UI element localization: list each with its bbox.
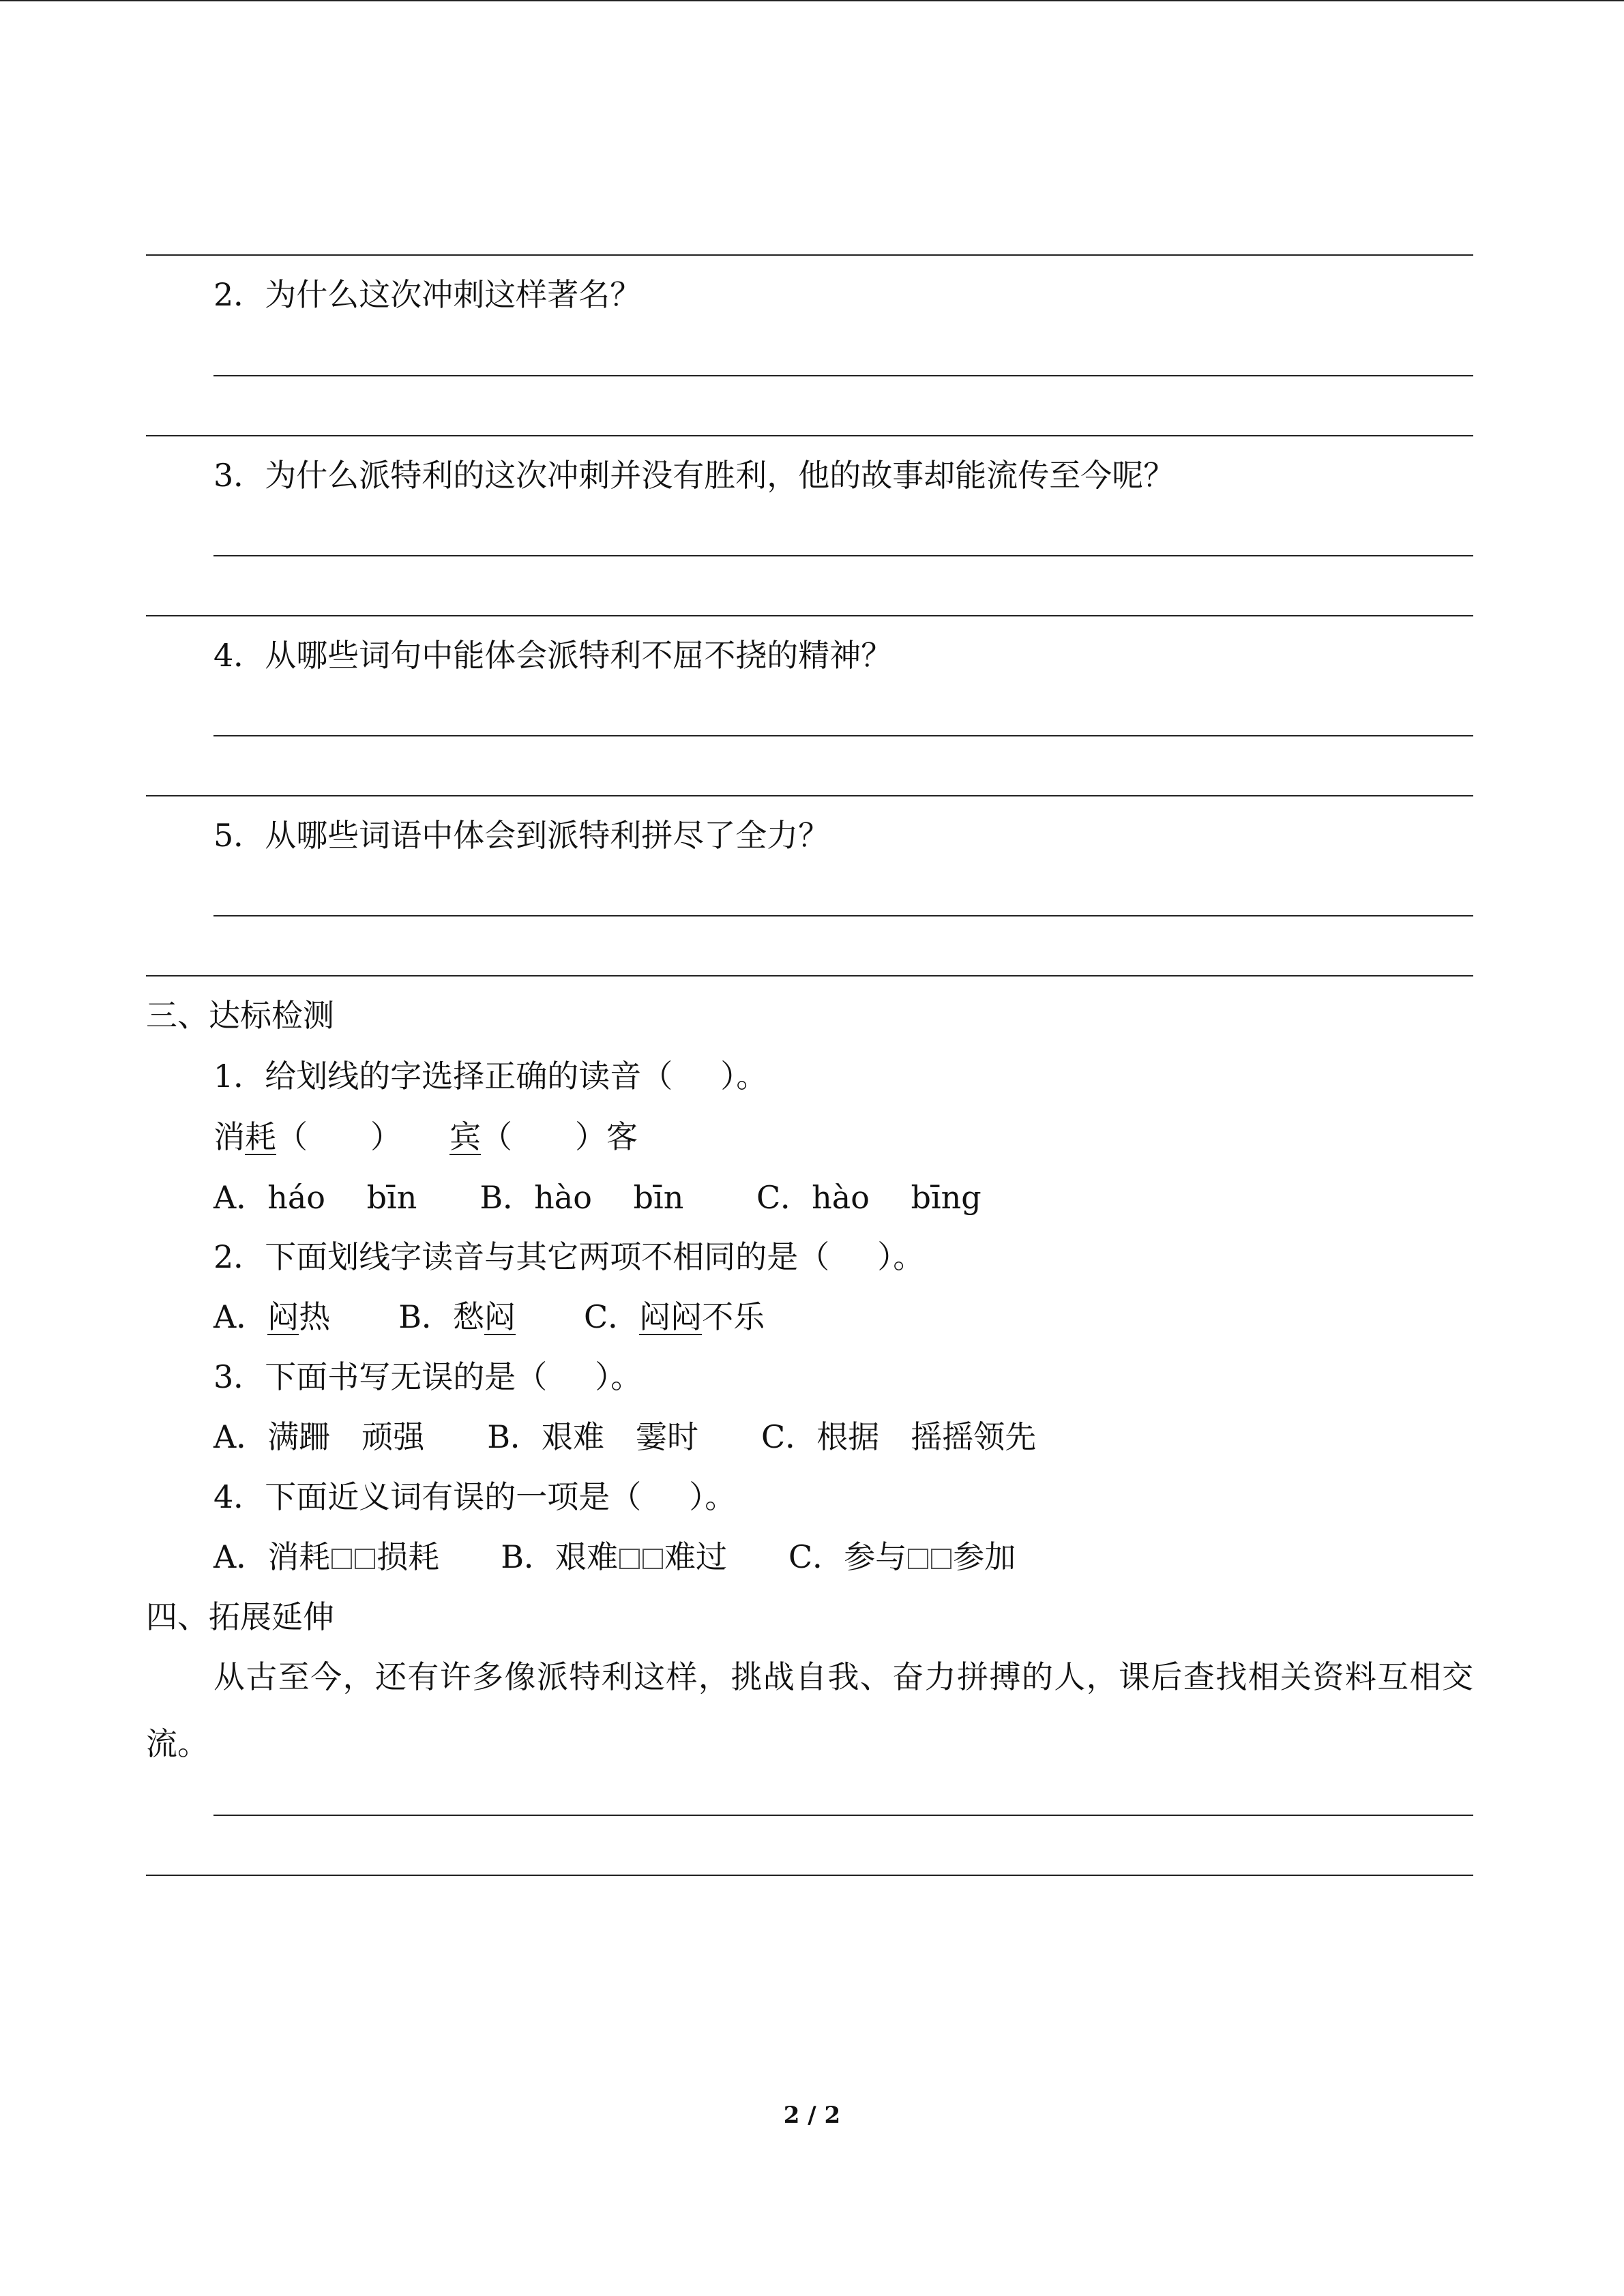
s3-question-2 bbox=[213, 1237, 924, 1277]
underlined-char: 闷 bbox=[267, 1298, 299, 1335]
answer-line bbox=[146, 435, 1473, 436]
option-b-text: 难过 bbox=[664, 1538, 728, 1575]
s3-q3-stem: 3．下面书写无误的是（ bbox=[213, 1358, 548, 1395]
box-glyph bbox=[908, 1549, 928, 1569]
box-glyph bbox=[931, 1549, 951, 1569]
answer-line bbox=[146, 254, 1473, 256]
s3-q4-options bbox=[213, 1537, 1016, 1577]
page-number: 2 / 2 bbox=[783, 2102, 841, 2129]
s3-question-1 bbox=[213, 1056, 767, 1096]
answer-line bbox=[213, 375, 1473, 376]
s3-question-4 bbox=[213, 1477, 736, 1517]
underlined-char: 宾 bbox=[449, 1118, 481, 1155]
answer-line bbox=[213, 915, 1473, 916]
s3-q1-stem: 1．给划线的字选择正确的读音（ bbox=[213, 1058, 673, 1094]
s3-q2-stem: 2．下面划线字读音与其它两项不相同的是（ bbox=[213, 1238, 830, 1275]
option-c-text: 参加 bbox=[953, 1538, 1016, 1575]
box-glyph bbox=[331, 1549, 352, 1569]
box-glyph bbox=[643, 1549, 663, 1569]
s3-q2-stem-end: ）。 bbox=[877, 1238, 925, 1275]
box-glyph bbox=[619, 1549, 640, 1569]
s3-q4-stem: 4．下面近义词有误的一项是（ bbox=[213, 1478, 642, 1515]
question-5: 5．从哪些词语中体会到派特利拼尽了全力？ bbox=[213, 817, 830, 854]
s3-q1-items bbox=[213, 1117, 638, 1157]
s3-q2-options bbox=[213, 1297, 765, 1337]
option-a-text: 热 bbox=[299, 1298, 331, 1335]
section-3-title: 三、达标检测 bbox=[146, 997, 334, 1034]
option-b: B．艰难 bbox=[501, 1538, 619, 1575]
s3-q3-options: A．满跚 顽强 B．艰难 霎时 C．根据 摇摇领先 bbox=[213, 1418, 1037, 1455]
s3-q1-stem-end: ）。 bbox=[720, 1058, 768, 1094]
section-4-body: 从古至今，还有许多像派特利这样，挑战自我、奋力拼搏的人，课后查找相关资料互相交流。 bbox=[146, 1658, 1473, 1762]
option-b: B．愁 bbox=[398, 1298, 485, 1335]
answer-line bbox=[213, 735, 1473, 736]
answer-line bbox=[146, 1875, 1473, 1876]
item-text: 客 bbox=[606, 1118, 638, 1155]
page-top-border bbox=[0, 0, 1624, 1]
option-c: C． bbox=[584, 1298, 640, 1335]
s3-question-3 bbox=[213, 1357, 642, 1397]
underlined-char: 闷闷 bbox=[639, 1298, 703, 1335]
s3-q3-stem-end: ）。 bbox=[595, 1358, 643, 1395]
answer-line bbox=[146, 975, 1473, 976]
option-c: C．参与 bbox=[788, 1538, 907, 1575]
option-c-text: 不乐 bbox=[702, 1298, 765, 1335]
option-a: A． bbox=[213, 1298, 268, 1335]
s3-q1-options: A．háo bīn B．hào bīn C．hào bīng bbox=[213, 1179, 981, 1216]
answer-paren[interactable]: （ ） bbox=[481, 1118, 606, 1155]
underlined-char: 闷 bbox=[484, 1298, 516, 1335]
answer-line bbox=[213, 1815, 1473, 1816]
question-3: 3．为什么派特利的这次冲刺并没有胜利，他的故事却能流传至今呢？ bbox=[213, 457, 1175, 494]
question-2: 2．为什么这次冲刺这样著名？ bbox=[213, 276, 642, 313]
option-a-text: 损耗 bbox=[377, 1538, 440, 1575]
item-text: 消 bbox=[213, 1118, 245, 1155]
answer-paren[interactable]: （ ） bbox=[276, 1118, 402, 1155]
answer-line bbox=[213, 555, 1473, 556]
question-4: 4．从哪些词句中能体会派特利不屈不挠的精神？ bbox=[213, 637, 893, 674]
underlined-char: 耗 bbox=[245, 1118, 276, 1155]
box-glyph bbox=[355, 1549, 375, 1569]
option-a: A．消耗 bbox=[213, 1538, 331, 1575]
answer-line bbox=[146, 795, 1473, 796]
section-4-title: 四、拓展延伸 bbox=[146, 1598, 334, 1635]
s3-q4-stem-end: ）。 bbox=[689, 1478, 737, 1515]
answer-line bbox=[146, 615, 1473, 616]
